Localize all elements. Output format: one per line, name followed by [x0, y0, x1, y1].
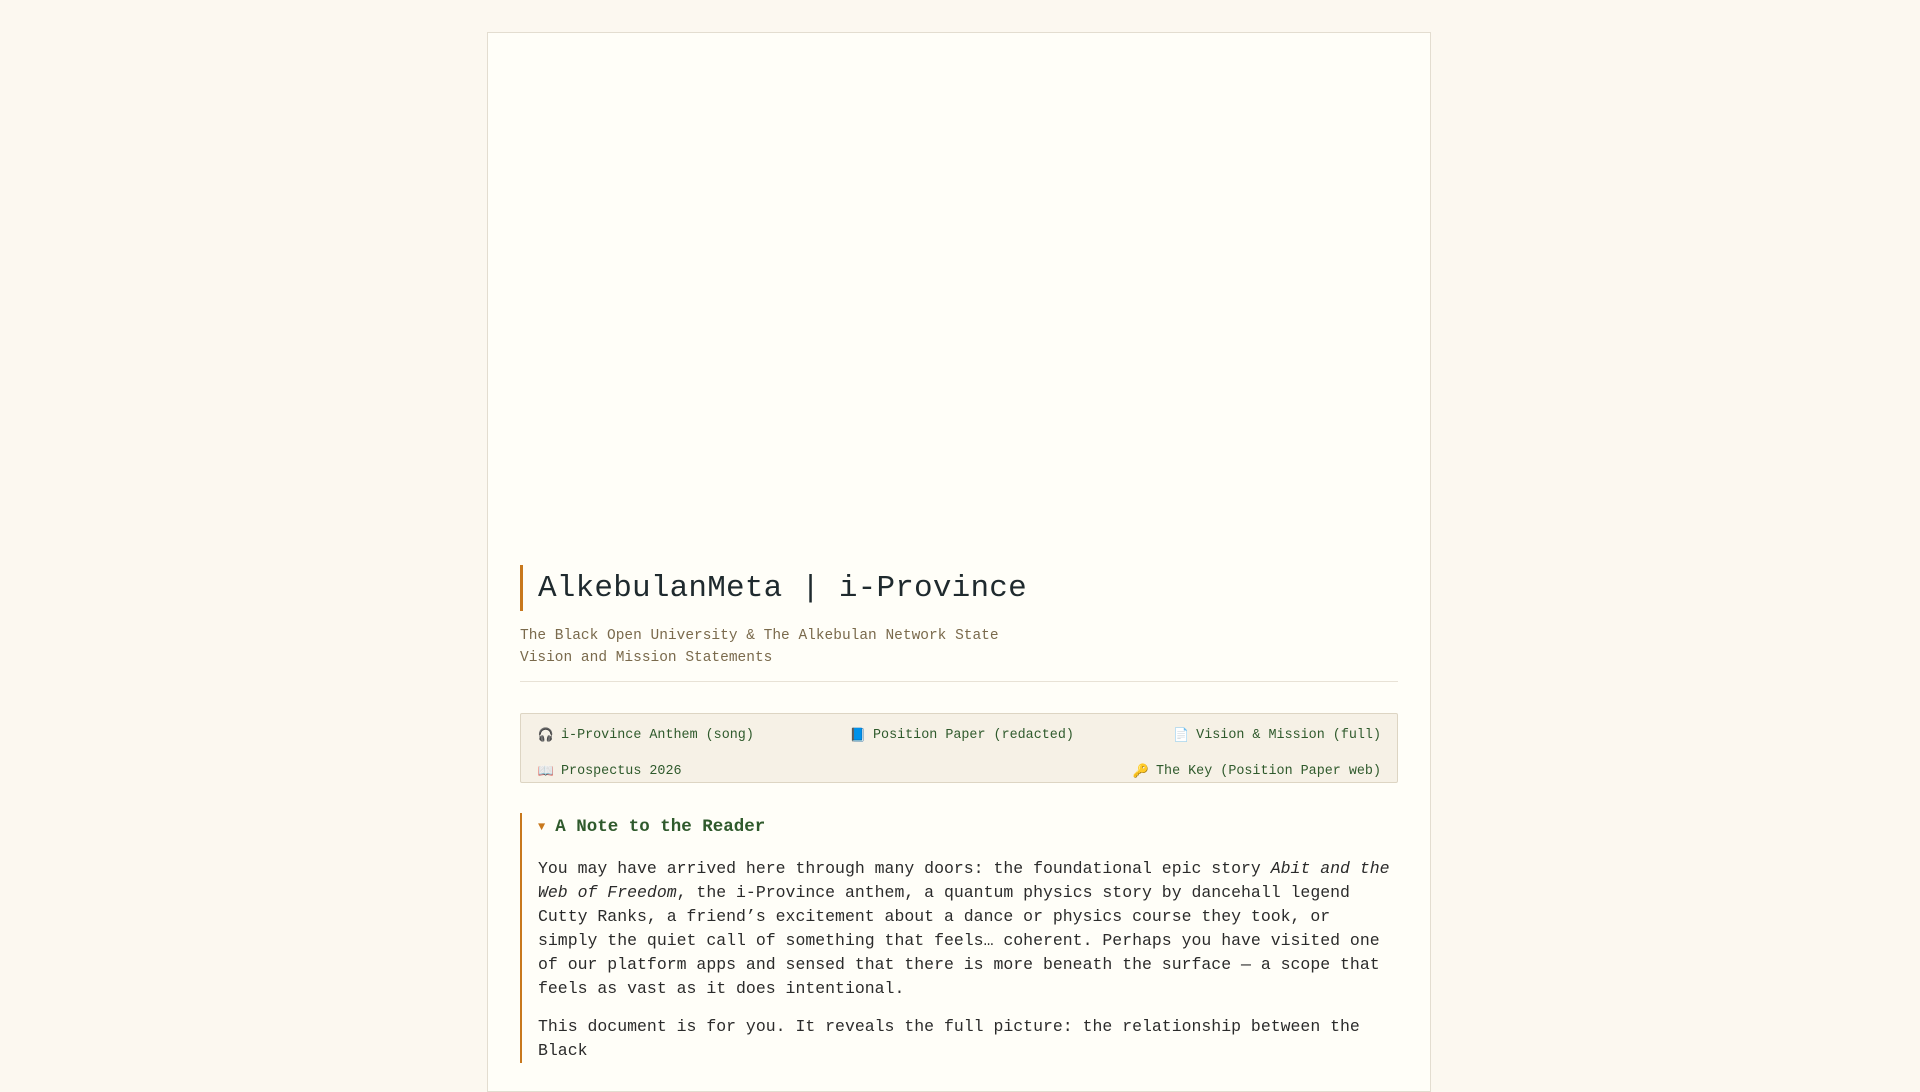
link-the-key[interactable]	[1132, 764, 1381, 779]
link-position-paper[interactable]	[849, 728, 1074, 743]
headphones-icon: 🎧	[537, 728, 555, 743]
divider	[520, 681, 1398, 682]
blue-book-icon: 📘	[849, 728, 867, 743]
key-icon: 🔑	[1132, 764, 1150, 779]
link-anthem[interactable]	[537, 728, 754, 743]
reader-note-toggle[interactable]	[538, 813, 1398, 841]
link-prospectus[interactable]	[537, 764, 682, 779]
link-label: Position Paper (redacted)	[873, 728, 1074, 743]
reader-note-title: A Note to the Reader	[555, 817, 766, 837]
page-subtitle	[520, 625, 1398, 669]
document-content	[488, 565, 1430, 1063]
paragraph-text: , the i-Province anthem, a quantum physics story by dancehall legend Cutty Ranks, a friend’s excitement about a dance or physics course they took, or simply the quiet call of something that feels… coherent. Perhaps you have visited one of our platform apps and sensed that there is more beneath the surface — a scope that feels as vast as it does intentional.	[538, 883, 1380, 998]
caret-down-icon: ▼	[538, 820, 546, 834]
link-label: Vision & Mission (full)	[1196, 728, 1381, 743]
resource-links-box	[520, 713, 1398, 783]
open-book-icon: 📖	[537, 764, 555, 779]
subtitle-line-2: Vision and Mission Statements	[520, 650, 773, 666]
document-page	[487, 32, 1431, 1092]
link-label: The Key (Position Paper web)	[1156, 764, 1381, 779]
document-icon: 📄	[1173, 728, 1190, 743]
paragraph: This document is for you. It reveals the full picture: the relationship between the Black	[538, 1017, 1360, 1060]
reader-note-section	[520, 813, 1398, 1063]
link-vision-mission[interactable]	[1172, 728, 1381, 743]
page-title: AlkebulanMeta | i-Province	[538, 570, 1027, 606]
subtitle-line-1: The Black Open University & The Alkebulan Network State	[520, 628, 999, 644]
link-label: i-Province Anthem (song)	[561, 728, 754, 743]
link-label: Prospectus 2026	[561, 764, 682, 779]
hero-image-area	[488, 33, 1430, 565]
paragraph-text: You may have arrived here through many doors: the foundational epic story	[538, 859, 1271, 878]
paragraph	[538, 857, 1398, 1001]
title-block	[520, 565, 1398, 611]
story-title: Abit and the Web of Freedom	[538, 859, 1390, 902]
